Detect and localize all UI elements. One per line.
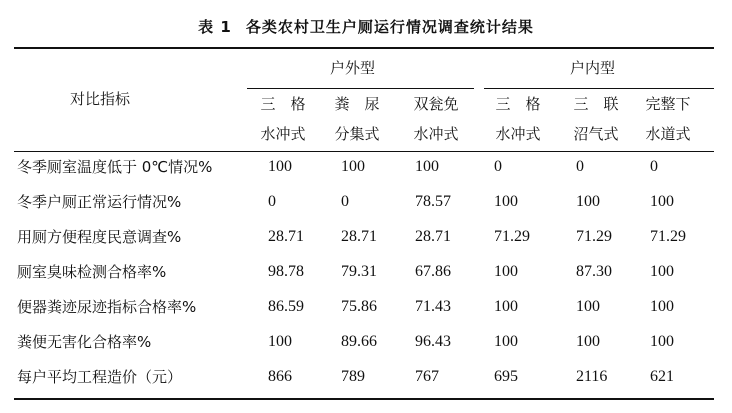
row-label: 冬季户厕正常运行情况% — [17, 193, 182, 211]
table-cell: 100 — [268, 158, 292, 175]
table-cell: 86.59 — [268, 298, 304, 315]
table-cell: 100 — [650, 333, 674, 350]
table-cell: 75.86 — [341, 298, 377, 315]
table-cell: 767 — [415, 368, 439, 385]
table-cell: 28.71 — [268, 228, 304, 245]
type-header-5 — [632, 89, 704, 149]
table-number: 表 1 — [198, 18, 232, 36]
top-rule — [14, 47, 714, 49]
type-header-line1: 粪 尿 — [334, 95, 380, 113]
row-label: 冬季厕室温度低于 0℃情况% — [17, 158, 213, 176]
type-header-2 — [400, 89, 472, 149]
type-header-line1: 双瓮免 — [413, 95, 459, 113]
bottom-rule — [14, 398, 714, 400]
table-title: 各类农村卫生户厕运行情况调查统计结果 — [245, 18, 534, 36]
table-cell: 71.29 — [494, 228, 530, 245]
table-cell: 71.29 — [576, 228, 612, 245]
row-label: 每户平均工程造价（元） — [17, 368, 183, 386]
table-cell: 100 — [576, 193, 600, 210]
row-label: 粪便无害化合格率% — [17, 333, 152, 351]
table-cell: 89.66 — [341, 333, 377, 350]
table-cell: 100 — [650, 298, 674, 315]
type-header-line1: 三 格 — [260, 95, 306, 113]
group-outdoor: 户外型 — [330, 59, 376, 77]
table-cell: 100 — [650, 263, 674, 280]
table-cell: 621 — [650, 368, 674, 385]
table-caption — [0, 16, 732, 37]
table-cell: 71.29 — [650, 228, 686, 245]
type-header-line2: 水冲式 — [413, 125, 459, 143]
table-cell: 87.30 — [576, 263, 612, 280]
type-header-line1: 三 格 — [495, 95, 541, 113]
type-header-line1: 三 联 — [573, 95, 619, 113]
table-cell: 100 — [268, 333, 292, 350]
table-cell: 100 — [494, 298, 518, 315]
table-cell: 100 — [341, 158, 365, 175]
table-cell: 96.43 — [415, 333, 451, 350]
type-header-line2: 水冲式 — [495, 125, 541, 143]
table-cell: 695 — [494, 368, 518, 385]
table-cell: 100 — [494, 263, 518, 280]
table-cell: 100 — [415, 158, 439, 175]
table-cell: 0 — [650, 158, 658, 175]
type-header-4 — [560, 89, 632, 149]
header-rule — [14, 151, 714, 152]
type-header-0 — [247, 89, 319, 149]
table-cell: 866 — [268, 368, 292, 385]
table-cell: 100 — [494, 333, 518, 350]
table-cell: 789 — [341, 368, 365, 385]
type-header-line2: 水道式 — [645, 125, 691, 143]
type-header-line1: 完整下 — [645, 95, 691, 113]
row-label: 便器粪迹尿迹指标合格率% — [17, 298, 197, 316]
type-header-3 — [482, 89, 554, 149]
table-cell: 28.71 — [341, 228, 377, 245]
type-header-line2: 水冲式 — [260, 125, 306, 143]
group-indoor: 户内型 — [570, 59, 616, 77]
table-cell: 0 — [268, 193, 276, 210]
table-cell: 100 — [650, 193, 674, 210]
table-cell: 0 — [341, 193, 349, 210]
type-header-1 — [321, 89, 393, 149]
row-label-header: 对比指标 — [70, 90, 131, 108]
table-cell: 0 — [494, 158, 502, 175]
table-cell: 0 — [576, 158, 584, 175]
type-header-line2: 沼气式 — [573, 125, 619, 143]
table-cell: 71.43 — [415, 298, 451, 315]
table-cell: 28.71 — [415, 228, 451, 245]
table-cell: 100 — [494, 193, 518, 210]
type-header-line2: 分集式 — [334, 125, 380, 143]
table-cell: 100 — [576, 298, 600, 315]
row-label: 用厕方便程度民意调查% — [17, 228, 182, 246]
table-cell: 67.86 — [415, 263, 451, 280]
row-label: 厕室臭味检测合格率% — [17, 263, 167, 281]
table-cell: 79.31 — [341, 263, 377, 280]
table-cell: 2116 — [576, 368, 608, 385]
table-cell: 98.78 — [268, 263, 304, 280]
table-cell: 100 — [576, 333, 600, 350]
table-cell: 78.57 — [415, 193, 451, 210]
